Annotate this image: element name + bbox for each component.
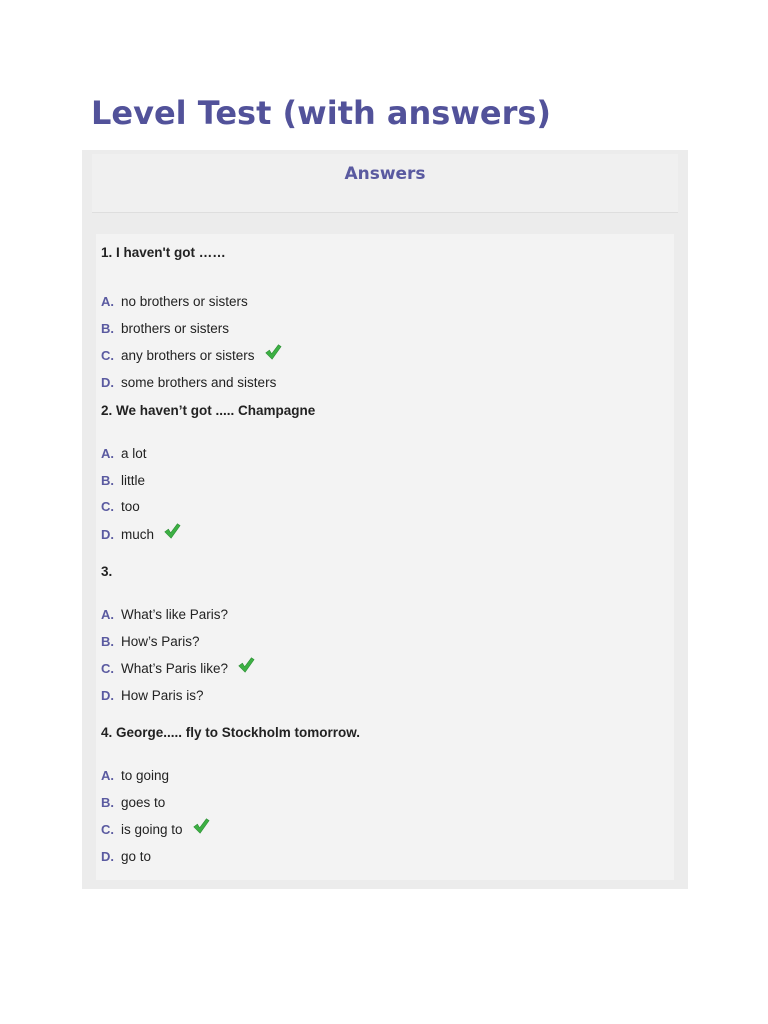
option-letter: D. — [101, 848, 114, 864]
option-2b — [101, 470, 145, 490]
option-3a — [101, 604, 228, 624]
page-title: Level Test (with answers) — [91, 94, 552, 132]
option-letter: B. — [101, 320, 114, 336]
option-letter: A. — [101, 293, 114, 309]
option-letter: B. — [101, 633, 114, 649]
option-text: brothers or sisters — [121, 320, 230, 336]
checkmark-icon — [163, 522, 181, 540]
option-text: What’s Paris like? — [121, 660, 229, 676]
option-4a — [101, 765, 169, 785]
option-letter: B. — [101, 794, 114, 810]
question-text: 3. — [101, 564, 113, 579]
option-letter: C. — [101, 498, 114, 514]
option-2c — [101, 496, 140, 516]
panel-header — [92, 154, 678, 213]
question-text: 1. I haven't got …… — [101, 245, 226, 260]
option-4b — [101, 792, 165, 812]
option-3b — [101, 631, 200, 651]
option-letter: D. — [101, 526, 114, 542]
option-letter: C. — [101, 347, 114, 363]
panel-title: Answers — [344, 164, 426, 184]
option-letter: C. — [101, 660, 114, 676]
option-letter: B. — [101, 472, 114, 488]
option-letter: D. — [101, 687, 114, 703]
option-letter: A. — [101, 606, 114, 622]
option-letter: A. — [101, 767, 114, 783]
option-text: little — [121, 472, 146, 488]
option-text: no brothers or sisters — [121, 293, 248, 309]
option-text: too — [121, 498, 140, 514]
checkmark-icon — [264, 343, 282, 361]
option-letter: A. — [101, 445, 114, 461]
option-text: How’s Paris? — [121, 633, 200, 649]
option-3d — [101, 685, 204, 705]
question-text: 2. We haven’t got ..... Champagne — [101, 403, 316, 418]
checkmark-icon — [237, 656, 255, 674]
option-3c — [101, 658, 255, 678]
option-text: How Paris is? — [121, 687, 204, 703]
option-2d — [101, 524, 181, 544]
checkmark-icon — [192, 817, 210, 835]
option-text: any brothers or sisters — [121, 347, 255, 363]
option-4c — [101, 819, 210, 839]
option-1a — [101, 291, 248, 311]
option-2a — [101, 443, 147, 463]
answers-panel — [82, 150, 688, 889]
option-text: goes to — [121, 794, 166, 810]
option-1c — [101, 345, 282, 365]
option-letter: C. — [101, 821, 114, 837]
option-4d — [101, 846, 151, 866]
questions-list — [96, 234, 674, 880]
option-1b — [101, 318, 229, 338]
option-text: some brothers and sisters — [121, 374, 277, 390]
question-text: 4. George..... fly to Stockholm tomorrow. — [101, 725, 361, 740]
option-text: to going — [121, 767, 170, 783]
option-text: go to — [121, 848, 152, 864]
option-letter: D. — [101, 374, 114, 390]
option-text: is going to — [121, 821, 183, 837]
option-text: a lot — [121, 445, 147, 461]
option-text: much — [121, 526, 155, 542]
option-1d — [101, 372, 276, 392]
option-text: What’s like Paris? — [121, 606, 229, 622]
